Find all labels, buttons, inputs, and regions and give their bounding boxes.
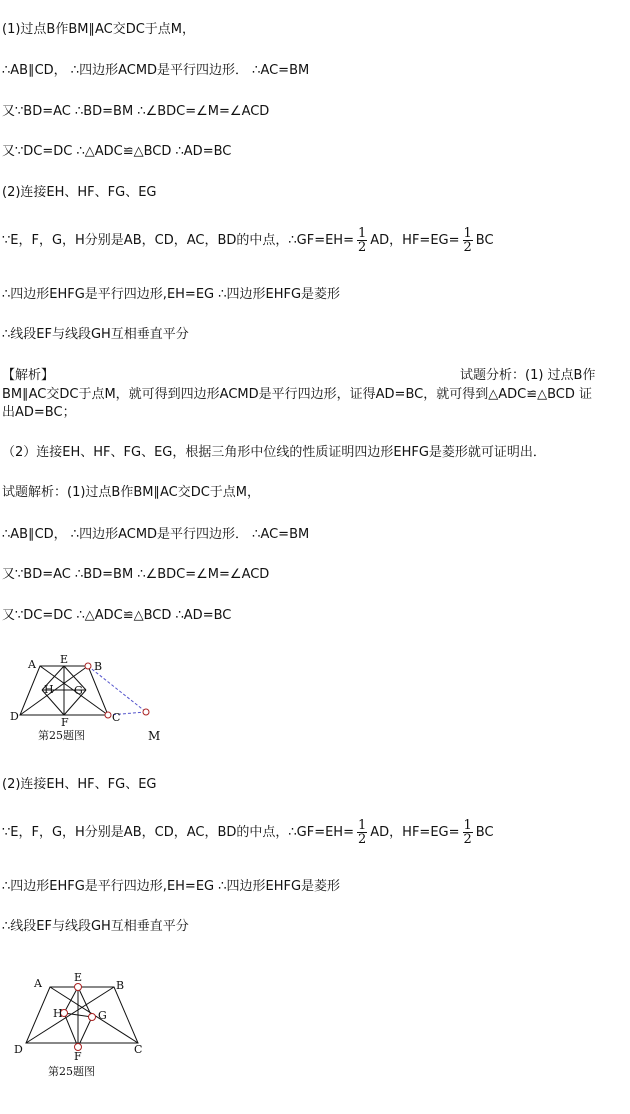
fraction-denominator: 2 bbox=[463, 832, 472, 847]
label-c: C bbox=[112, 711, 121, 724]
label-h: H bbox=[44, 683, 54, 696]
analysis-line-4: 试题解析：(1)过点B作BM∥AC交DC于点M， bbox=[2, 485, 261, 500]
midpoint-text-2: AD，HF=EG= bbox=[370, 233, 460, 248]
fraction-denominator: 2 bbox=[357, 240, 367, 255]
midpoint-text: ∵E，F，G，H分别是AB，CD，AC，BD的中点，∴GF=EH= bbox=[2, 233, 354, 248]
solution-line-7-repeat: ∴四边形EHFG是平行四边形,EH=EG ∴四边形EHFG是菱形 bbox=[2, 879, 341, 894]
analysis-heading: 【解析】 bbox=[2, 368, 55, 383]
fraction-half bbox=[357, 819, 367, 846]
figure-2-rhombus bbox=[8, 965, 168, 1083]
solution-line-8-repeat: ∴线段EF与线段GH互相垂直平分 bbox=[2, 919, 189, 934]
analysis-line-1: BM∥AC交DC于点M，就可得到四边形ACMD是平行四边形，证得AD=BC，就可得到△ADC≌△BCD 证 bbox=[2, 387, 592, 402]
fraction-numerator: 1 bbox=[463, 818, 472, 833]
figure-1-trapezoid bbox=[8, 650, 178, 750]
midpoint-text-3: BC bbox=[475, 825, 494, 840]
segment-eh bbox=[64, 987, 78, 1013]
fraction-half bbox=[357, 227, 367, 254]
solution-line-2-repeat: ∴AB∥CD， ∴四边形ACMD是平行四边形． ∴AC=BM bbox=[2, 527, 310, 542]
point-e-marker bbox=[75, 984, 82, 991]
figure-1-caption: 第25题图 bbox=[38, 729, 85, 742]
label-g: G bbox=[98, 1009, 107, 1022]
segment-hf bbox=[64, 1013, 78, 1047]
label-b: B bbox=[116, 979, 125, 992]
label-m: M bbox=[148, 729, 161, 743]
analysis-intro: 试题分析：(1) 过点B作 bbox=[460, 368, 596, 383]
label-b: B bbox=[94, 660, 103, 673]
point-m-marker bbox=[143, 709, 149, 715]
label-e: E bbox=[60, 653, 69, 666]
label-a: A bbox=[34, 977, 42, 990]
label-a: A bbox=[28, 658, 36, 671]
solution-line-8: ∴线段EF与线段GH互相垂直平分 bbox=[2, 327, 189, 342]
solution-line-6-repeat bbox=[2, 818, 494, 848]
solution-line-3-repeat: 又∵BD=AC ∴BD=BM ∴∠BDC=∠M=∠ACD bbox=[2, 567, 270, 582]
solution-line-2: ∴AB∥CD， ∴四边形ACMD是平行四边形． ∴AC=BM bbox=[2, 63, 310, 78]
solution-line-1: (1)过点B作BM∥AC交DC于点M， bbox=[2, 22, 196, 37]
analysis-line-3: （2）连接EH、HF、FG、EG，根据三角形中位线的性质证明四边形EHFG是菱形就可证明出． bbox=[2, 445, 546, 460]
label-g: G bbox=[74, 684, 83, 697]
label-d: D bbox=[14, 1043, 23, 1056]
solution-line-6 bbox=[2, 226, 494, 256]
solution-line-5-repeat: (2)连接EH、HF、FG、EG bbox=[2, 777, 157, 792]
solution-line-4: 又∵DC=DC ∴△ADC≌△BCD ∴AD=BC bbox=[2, 144, 232, 159]
midpoint-text-2: AD，HF=EG= bbox=[370, 825, 460, 840]
label-f: F bbox=[61, 716, 69, 729]
fraction-denominator: 2 bbox=[357, 832, 367, 847]
solution-line-5: (2)连接EH、HF、FG、EG bbox=[2, 185, 157, 200]
fraction-half bbox=[463, 227, 473, 254]
point-c-marker bbox=[105, 712, 111, 718]
midpoint-text-3: BC bbox=[475, 233, 494, 248]
fraction-numerator: 1 bbox=[357, 818, 367, 833]
label-e: E bbox=[74, 971, 83, 984]
solution-line-3: 又∵BD=AC ∴BD=BM ∴∠BDC=∠M=∠ACD bbox=[2, 104, 270, 119]
label-h: H bbox=[53, 1007, 63, 1020]
fraction-denominator: 2 bbox=[463, 240, 472, 255]
midpoint-text: ∵E，F，G，H分别是AB，CD，AC，BD的中点，∴GF=EH= bbox=[2, 825, 354, 840]
point-g-marker bbox=[89, 1014, 96, 1021]
fraction-numerator: 1 bbox=[357, 226, 367, 241]
fraction-half bbox=[463, 819, 473, 846]
point-b-marker bbox=[85, 663, 91, 669]
fraction-numerator: 1 bbox=[463, 226, 472, 241]
figure-2-caption: 第25题图 bbox=[48, 1065, 95, 1078]
solution-line-7: ∴四边形EHFG是平行四边形,EH=EG ∴四边形EHFG是菱形 bbox=[2, 287, 341, 302]
label-f: F bbox=[74, 1050, 82, 1063]
label-c: C bbox=[134, 1043, 143, 1056]
label-d: D bbox=[10, 710, 19, 723]
analysis-line-2: 出AD=BC； bbox=[2, 405, 76, 420]
solution-line-4-repeat: 又∵DC=DC ∴△ADC≌△BCD ∴AD=BC bbox=[2, 608, 232, 623]
